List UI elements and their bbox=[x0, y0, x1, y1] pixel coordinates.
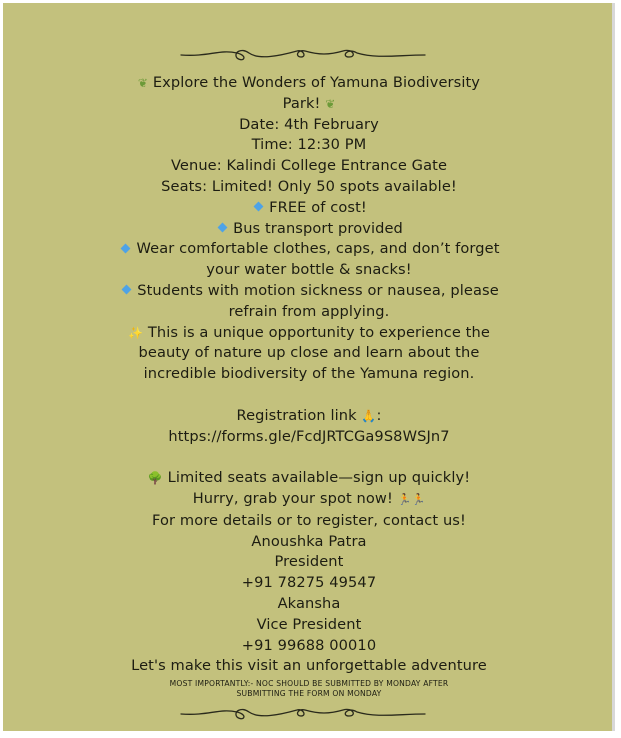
closing-text: Let's make this visit an unforgettable adventure bbox=[131, 657, 487, 675]
hurry-text: Hurry, grab your spot now! 🏃🏃 bbox=[192, 489, 426, 507]
event-title: ❦ Explore the Wonders of Yamuna Biodiversity bbox=[137, 74, 481, 91]
event-date: Date: 4th February bbox=[239, 115, 379, 133]
leaf-icon: ❦ bbox=[325, 96, 336, 111]
running-person-icon: 🏃 bbox=[411, 492, 426, 506]
contact-role: Vice President bbox=[256, 615, 362, 633]
event-poster bbox=[3, 3, 615, 731]
highlight-text: ✨ This is a unique opportunity to experience the bbox=[128, 323, 490, 341]
blue-diamond-icon bbox=[122, 285, 132, 295]
registration-label: Registration link 🙏: bbox=[236, 406, 382, 424]
poster-content bbox=[3, 73, 615, 699]
limited-seats-text: 🌳 Limited seats available—sign up quickly! bbox=[147, 469, 471, 487]
contact-phone[interactable]: +91 78275 49547 bbox=[241, 574, 377, 592]
contact-role: President bbox=[274, 553, 344, 571]
contact-us-text: For more details or to register, contact us! bbox=[152, 511, 466, 529]
highlight-text-line2: beauty of nature up close and learn about the bbox=[138, 344, 480, 362]
bullet-wear-continued: your water bottle & snacks! bbox=[206, 261, 412, 279]
bullet-bus: Bus transport provided bbox=[3, 219, 615, 240]
event-time: Time: 12:30 PM bbox=[251, 136, 367, 154]
bullet-motion: Students with motion sickness or nausea, please bbox=[3, 281, 615, 302]
event-seats: Seats: Limited! Only 50 spots available! bbox=[161, 177, 457, 195]
sparkles-icon: ✨ bbox=[128, 325, 144, 340]
running-person-icon: 🏃 bbox=[397, 492, 412, 506]
bullet-wear: Wear comfortable clothes, caps, and don’t forget bbox=[3, 239, 615, 260]
blue-diamond-icon bbox=[218, 223, 228, 233]
contact-name: Anoushka Patra bbox=[251, 532, 367, 550]
contact-phone[interactable]: +91 99688 00010 bbox=[241, 636, 377, 654]
highlight-text-line3: incredible biodiversity of the Yamuna region. bbox=[143, 365, 475, 383]
top-flourish-ornament bbox=[179, 43, 427, 63]
bullet-free: FREE of cost! bbox=[3, 198, 615, 219]
event-venue: Venue: Kalindi College Entrance Gate bbox=[170, 157, 448, 175]
blue-diamond-icon bbox=[121, 243, 131, 253]
leaf-icon: ❦ bbox=[137, 76, 149, 90]
noc-note: MOST IMPORTANTLY:- NOC SHOULD BE SUBMITTED BY MONDAY AFTER SUBMITTING THE FORM ON MONDAY bbox=[169, 679, 449, 699]
bottom-flourish-ornament bbox=[179, 704, 427, 724]
tree-icon: 🌳 bbox=[147, 471, 163, 486]
contact-name: Akansha bbox=[277, 594, 341, 612]
folded-hands-icon: 🙏 bbox=[361, 408, 377, 423]
event-title-continued: Park! ❦ bbox=[282, 94, 336, 112]
blue-diamond-icon bbox=[254, 202, 264, 212]
bullet-motion-continued: refrain from applying. bbox=[228, 302, 390, 320]
registration-link[interactable]: https://forms.gle/FcdJRTCGa9S8WSJn7 bbox=[168, 427, 450, 445]
